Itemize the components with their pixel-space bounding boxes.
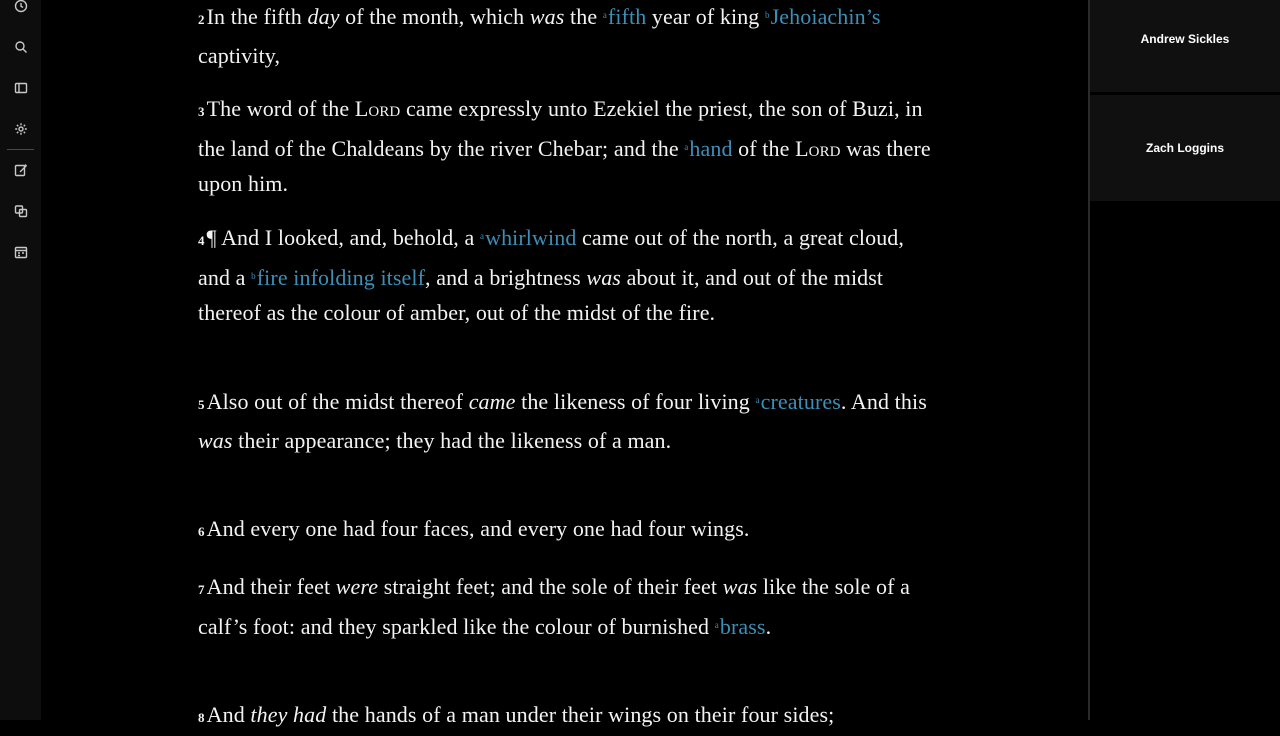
cross-reference-link[interactable]: Jehoiachin’s: [770, 4, 881, 29]
cross-reference-link[interactable]: fire infolding itself: [256, 264, 426, 290]
verse-3: 3The word of the Lord came expressly unto Ezekiel the priest, the son of Buzi, in the land of the Chaldeans by the river Chebar; and the $^a$hand of the Lord was there upon him.: [198, 96, 931, 196]
footnote-marker[interactable]: a: [755, 395, 760, 405]
sidebar-divider: [7, 149, 34, 150]
history-icon[interactable]: [0, 0, 41, 20]
verse-7: 7And their feet were straight feet; and the sole of their feet was like the sole of a calf’s foot: and they sparkled like the colour of burnished $^a$brass.: [198, 574, 911, 639]
panel-icon[interactable]: [0, 74, 41, 102]
footnote-marker[interactable]: a: [479, 231, 485, 241]
calendar-icon[interactable]: [0, 238, 41, 266]
cross-reference-link[interactable]: whirlwind: [485, 225, 577, 250]
edit-icon[interactable]: [0, 156, 41, 184]
translate-icon[interactable]: [0, 197, 41, 225]
search-icon[interactable]: [0, 33, 41, 61]
verse-number: 8: [198, 710, 205, 725]
cross-reference-link[interactable]: hand: [689, 135, 733, 161]
verse-number: 3: [198, 104, 205, 119]
verse-number: 4: [198, 233, 205, 248]
participant-name: Zach Loggins: [1146, 141, 1224, 155]
cross-reference-link[interactable]: fifth: [607, 4, 647, 29]
verse-number: 5: [198, 397, 205, 412]
verse-number: 6: [198, 524, 205, 539]
footnote-marker[interactable]: b: [251, 270, 256, 281]
verse-6: 6And every one had four faces, and every one had four wings.: [198, 516, 750, 541]
participant-name: Andrew Sickles: [1140, 32, 1230, 46]
footnote-marker[interactable]: a: [684, 141, 689, 152]
settings-icon[interactable]: [0, 115, 41, 143]
verse-2: 2In the fifth day of the month, which was the $^a$fifth year of king $^b$Jehoiachin’s captivity,: [198, 4, 881, 68]
cross-reference-link[interactable]: creatures: [760, 389, 841, 414]
verse-number: 7: [198, 582, 205, 597]
cross-reference-link[interactable]: brass: [719, 613, 766, 639]
participant-tile[interactable]: [1090, 95, 1280, 201]
footnote-marker[interactable]: a: [714, 619, 719, 630]
verse-8: 8And they had the hands of a man under their wings on their four sides;: [198, 702, 835, 727]
footnote-marker[interactable]: b: [765, 10, 770, 20]
verse-number: 2: [198, 12, 205, 27]
verse-4: 4¶ And I looked, and, behold, a $^a$whirlwind came out of the north, a great cloud, and a $^b$fire infolding itself, and a brightness was about it, and out of the midst thereof as the colour of amber, out of the midst of the fire.: [198, 225, 904, 325]
left-sidebar: [0, 0, 42, 720]
verse-5: 5Also out of the midst thereof came the likeness of four living $^a$creatures. And this was their appearance; they had the likeness of a man.: [198, 389, 927, 453]
participants-panel: [1090, 0, 1280, 720]
footnote-marker[interactable]: a: [602, 10, 607, 20]
participant-tile[interactable]: [1090, 0, 1280, 92]
